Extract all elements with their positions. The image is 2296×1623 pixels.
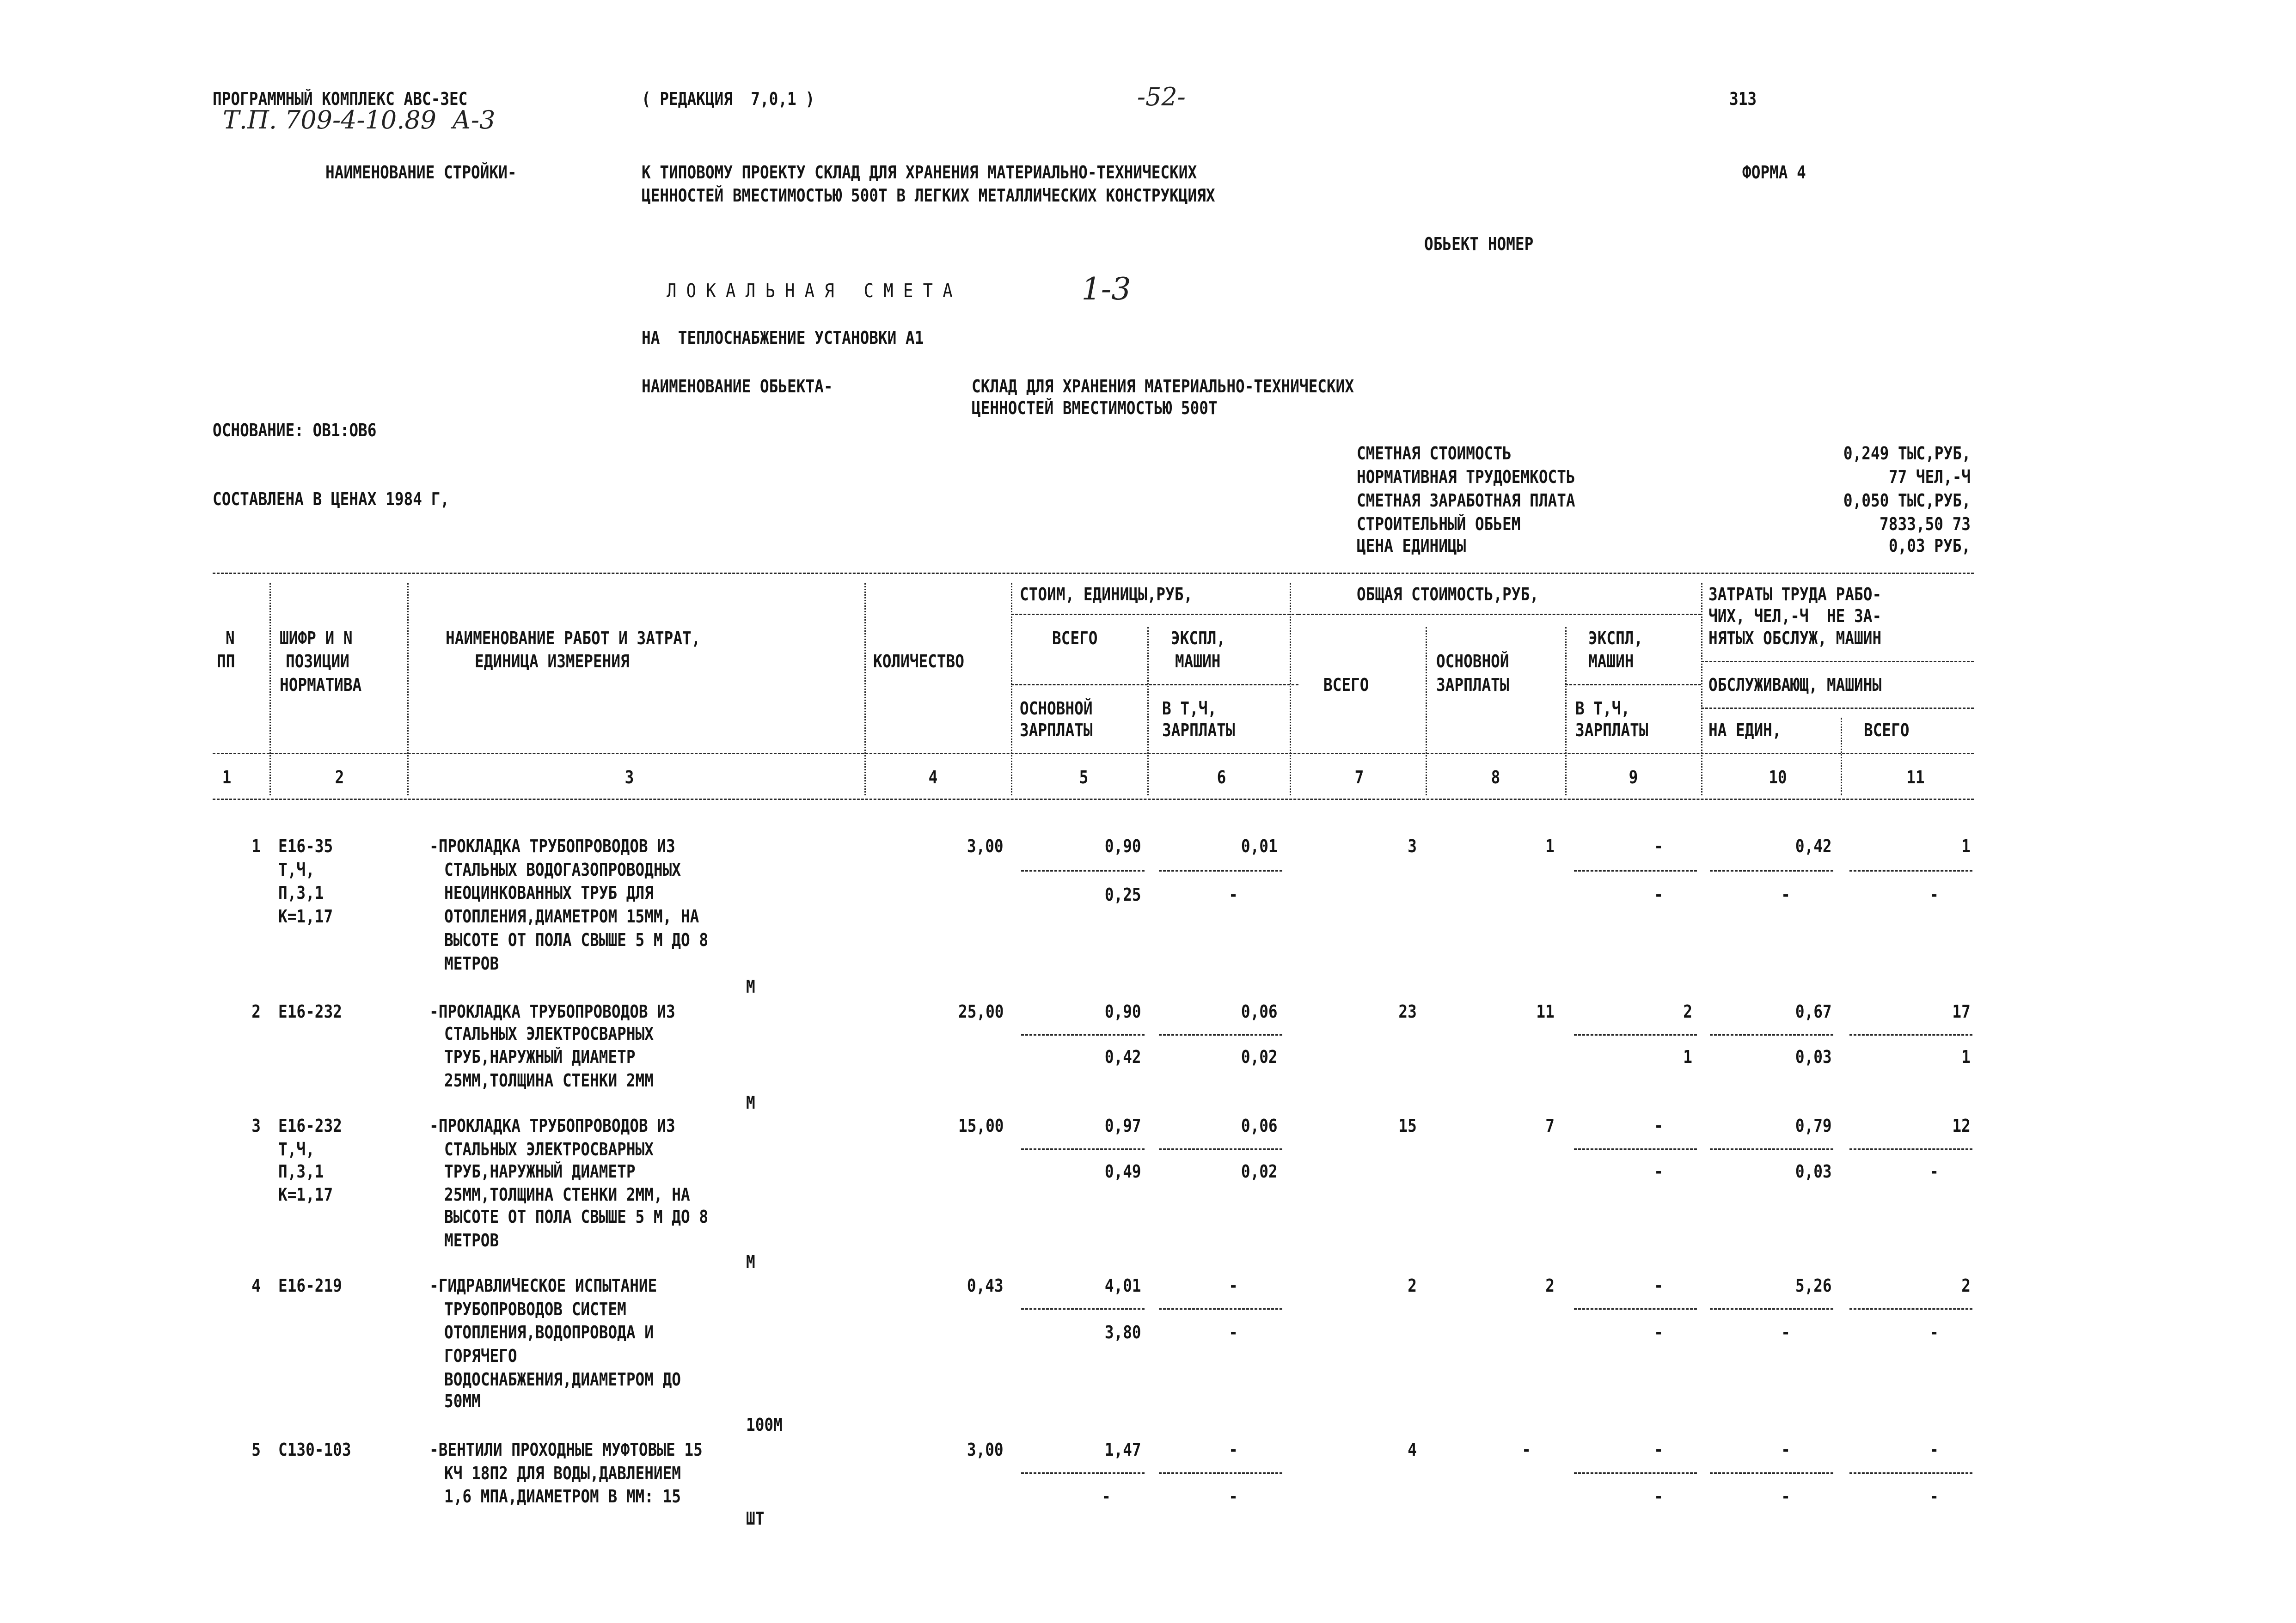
column-separator [864,583,866,796]
row-name: ВЫСОТЕ ОТ ПОЛА СВЫШЕ 5 М ДО 8 [444,929,708,950]
header-name: НАИМЕНОВАНИЕ РАБОТ И ЗАТРАТ, [445,628,701,648]
summary-value: 77 ЧЕЛ,-Ч [1889,467,1971,488]
header-labor: ЗАТРАТЫ ТРУДА РАБО- [1708,584,1882,604]
row-quantity: 3,00 [967,836,1004,856]
unit-mach: - [1229,1275,1238,1296]
header-total-wage: ОСНОВНОЙ [1436,651,1509,672]
column-number: 6 [1217,767,1226,787]
fraction-line [1159,1034,1282,1036]
column-number: 4 [928,767,937,787]
header-code: ШИФР И N [280,628,353,648]
fraction-line [1710,870,1833,872]
fraction-line [1574,1034,1697,1036]
rule [1565,684,1702,685]
row-code: П,3,1 [278,883,324,903]
column-number: 7 [1354,767,1364,787]
handwritten-estimate-number: 1-3 [1081,271,1131,307]
row-code: Е16-232 [278,1116,343,1136]
column-number: 8 [1491,767,1500,787]
row-unit: М [746,1092,755,1113]
labor-unit-serv: - [1781,1486,1791,1507]
labor-unit-serv: - [1781,1322,1791,1343]
column-number: 10 [1769,767,1787,787]
row-number: 3 [251,1116,261,1136]
rule [1298,614,1702,615]
header-labor: НЯТЫХ ОБСЛУЖ, МАШИН [1708,628,1882,648]
unit-total: 0,90 [1105,1001,1142,1022]
row-code: Е16-232 [278,1001,343,1022]
column-number: 9 [1629,767,1638,787]
fraction-line [1021,1308,1144,1310]
column-separator [1841,718,1842,795]
row-code: К=1,17 [278,906,333,927]
construction-line1: К ТИПОВОМУ ПРОЕКТУ СКЛАД ДЛЯ ХРАНЕНИЯ МАТЕРИАЛЬНО-ТЕХНИЧЕСКИХ [642,162,1197,183]
column-separator [407,583,409,796]
column-number: 2 [335,767,344,787]
header-labor-total: ВСЕГО [1864,720,1910,741]
total-cost: 15 [1398,1116,1417,1136]
row-quantity: 25,00 [958,1001,1004,1022]
row-code: Е16-35 [278,836,333,856]
rule [1701,708,1974,709]
summary-value: 0,050 ТЫС,РУБ, [1843,490,1971,511]
summary-value: 0,03 РУБ, [1889,536,1971,556]
unit-total: 0,97 [1105,1116,1142,1136]
header-n: N [226,628,235,648]
labor-unit: 5,26 [1795,1275,1832,1296]
column-separator [269,583,271,796]
unit-mach-wage: - [1229,884,1238,905]
unit-mach-wage: 0,02 [1241,1047,1278,1068]
summary-label: СМЕТНАЯ СТОИМОСТЬ [1357,443,1512,464]
column-number: 11 [1906,767,1925,787]
header-unit-cost: СТОИМ, ЕДИНИЦЫ,РУБ, [1020,584,1193,604]
fraction-line [1710,1034,1833,1036]
column-number: 5 [1079,767,1089,787]
summary-value: 0,249 ТЫС,РУБ, [1843,443,1971,464]
labor-unit-serv: 0,03 [1795,1047,1832,1068]
row-name: ТРУБ,НАРУЖНЫЙ ДИАМЕТР [444,1161,636,1182]
fraction-line [1159,1308,1282,1310]
row-name: ТРУБОПРОВОДОВ СИСТЕМ [444,1299,626,1319]
fraction-line [1574,1308,1697,1310]
page-number: 313 [1729,89,1757,110]
header-labor-serv: ОБСЛУЖИВАЮЩ, МАШИНЫ [1708,675,1882,696]
header-unit-wage: ЗАРПЛАТЫ [1020,720,1093,741]
fraction-line [1574,1472,1697,1474]
fraction-line [1710,1148,1833,1150]
fraction-line [1159,1472,1282,1474]
unit-mach-wage: - [1229,1322,1238,1343]
total-mach: 2 [1683,1001,1692,1022]
row-name: МЕТРОВ [444,1230,499,1251]
rule [1011,614,1298,615]
unit-wage: 3,80 [1105,1322,1142,1343]
labor-unit: 0,67 [1795,1001,1832,1022]
row-unit: М [746,976,755,997]
column-number: 3 [625,767,634,787]
row-number: 4 [251,1275,261,1296]
header-n: ПП [217,651,235,672]
labor-total-serv: - [1929,1486,1939,1507]
row-unit: ШТ [746,1508,764,1529]
header-total-incl: В Т,Ч, [1575,698,1630,719]
row-name: СТАЛЬНЫХ ЭЛЕКТРОСВАРНЫХ [444,1139,654,1160]
labor-unit: 0,79 [1795,1116,1832,1136]
row-code: С130-103 [278,1439,351,1460]
unit-mach-wage: 0,02 [1241,1161,1278,1182]
header-unit-total: ВСЕГО [1052,628,1098,648]
total-mach: - [1653,1439,1663,1460]
labor-total-serv: - [1929,1161,1939,1182]
fraction-line [1710,1472,1833,1474]
table-top-rule [213,573,1974,574]
summary-label: ЦЕНА ЕДИНИЦЫ [1357,536,1466,556]
object-line1: СКЛАД ДЛЯ ХРАНЕНИЯ МАТЕРИАЛЬНО-ТЕХНИЧЕСКИХ [971,376,1354,397]
total-wage: 2 [1545,1275,1555,1296]
header-labor: ЧИХ, ЧЕЛ,-Ч НЕ ЗА- [1708,606,1882,627]
row-name: ВОДОСНАБЖЕНИЯ,ДИАМЕТРОМ ДО [444,1369,681,1390]
estimate-title: Л О К А Л Ь Н А Я С М Е Т А [667,280,953,302]
row-name: НЕОЦИНКОВАННЫХ ТРУБ ДЛЯ [444,883,654,903]
row-name: ОТОПЛЕНИЯ,ВОДОПРОВОДА И [444,1322,654,1343]
header-unit-incl: ЗАРПЛАТЫ [1162,720,1235,741]
row-name: 25ММ,ТОЛЩИНА СТЕНКИ 2ММ, НА [444,1184,690,1205]
summary-label: СМЕТНАЯ ЗАРАБОТНАЯ ПЛАТА [1357,490,1576,511]
row-unit: М [746,1252,755,1273]
estimate-subject: НА ТЕПЛОСНАБЖЕНИЕ УСТАНОВКИ А1 [642,327,924,348]
summary-label: НОРМАТИВНАЯ ТРУДОЕМКОСТЬ [1357,467,1576,488]
total-mach-wage: - [1653,884,1663,905]
header-total-wage: ЗАРПЛАТЫ [1436,675,1509,696]
row-number: 1 [251,836,261,856]
row-number: 2 [251,1001,261,1022]
labor-total: 2 [1961,1275,1971,1296]
total-wage: - [1522,1439,1531,1460]
labor-total-serv: - [1929,1322,1939,1343]
column-separator [1011,583,1012,796]
column-separator [1701,583,1702,796]
unit-mach: 0,06 [1241,1001,1278,1022]
total-mach: - [1653,836,1663,856]
header-total-mach: МАШИН [1588,651,1634,672]
rule [1701,661,1974,662]
column-separator [1290,583,1291,796]
fraction-line [1021,870,1144,872]
row-quantity: 3,00 [967,1439,1004,1460]
handwritten-project-code: Т.П. 709-4-10.89 А-3 [222,105,496,135]
header-bottom-rule [213,753,1974,754]
labor-total: - [1929,1439,1939,1460]
row-code: Т,Ч, [278,859,315,880]
column-number: 1 [222,767,231,787]
header-total-incl: ЗАРПЛАТЫ [1575,720,1648,741]
labor-unit-serv: - [1781,884,1791,905]
labor-unit-serv: 0,03 [1795,1161,1832,1182]
unit-total: 0,90 [1105,836,1142,856]
total-cost: 3 [1408,836,1417,856]
total-mach: - [1653,1116,1663,1136]
price-level: СОСТАВЛЕНА В ЦЕНАХ 1984 Г, [212,488,449,509]
total-wage: 7 [1545,1116,1555,1136]
row-code: К=1,17 [278,1184,333,1205]
form-label: ФОРМА 4 [1742,162,1806,183]
unit-wage: - [1101,1486,1111,1507]
unit-mach: 0,06 [1241,1116,1278,1136]
row-code: Е16-219 [278,1275,343,1296]
header-code: ПОЗИЦИИ [286,651,349,672]
unit-mach: 0,01 [1241,836,1278,856]
summary-value: 7833,50 73 [1880,513,1971,534]
row-name: 1,6 МПА,ДИАМЕТРОМ В ММ: 15 [444,1486,681,1507]
labor-total-serv: - [1929,884,1939,905]
object-label: НАИМЕНОВАНИЕ ОБЬЕКТА- [642,376,833,397]
row-name: -ПРОКЛАДКА ТРУБОПРОВОДОВ ИЗ [429,1001,675,1022]
fraction-line [1159,870,1282,872]
labor-total: 1 [1961,836,1971,856]
fraction-line [1021,1034,1144,1036]
header-unit-mach: ЭКСПЛ, [1170,628,1225,648]
total-wage: 11 [1536,1001,1555,1022]
row-name: ТРУБ,НАРУЖНЫЙ ДИАМЕТР [444,1047,636,1068]
header-unit-wage: ОСНОВНОЙ [1020,698,1093,719]
row-code: П,3,1 [278,1161,324,1182]
fraction-line [1159,1148,1282,1150]
colnum-bottom-rule [213,799,1974,800]
fraction-line [1849,1472,1972,1474]
handwritten-page-mark: -52- [1137,82,1186,111]
fraction-line [1849,1148,1972,1150]
fraction-line [1021,1148,1144,1150]
header-unit-mach: МАШИН [1175,651,1221,672]
fraction-line [1574,1148,1697,1150]
total-mach-wage: - [1653,1161,1663,1182]
row-name: -ВЕНТИЛИ ПРОХОДНЫЕ МУФТОВЫЕ 15 [429,1439,703,1460]
summary-label: СТРОИТЕЛЬНЫЙ ОБЬЕМ [1357,513,1521,534]
row-name: ОТОПЛЕНИЯ,ДИАМЕТРОМ 15ММ, НА [444,906,699,927]
header-total-mach: ЭКСПЛ, [1588,628,1643,648]
unit-wage: 0,25 [1105,884,1142,905]
total-wage: 1 [1545,836,1555,856]
row-quantity: 0,43 [967,1275,1004,1296]
header-code: НОРМАТИВА [280,675,362,696]
fraction-line [1849,1308,1972,1310]
object-number-label: ОБЬЕКТ НОМЕР [1424,234,1534,255]
total-mach-wage: 1 [1683,1047,1692,1068]
basis: ОСНОВАНИЕ: ОВ1:ОВ6 [212,420,377,440]
row-name: СТАЛЬНЫХ ЭЛЕКТРОСВАРНЫХ [444,1023,654,1044]
object-line2: ЦЕННОСТЕЙ ВМЕСТИМОСТЬЮ 500Т [971,398,1218,419]
total-mach-wage: - [1653,1322,1663,1343]
fraction-line [1574,870,1697,872]
row-name: ГОРЯЧЕГО [444,1346,517,1367]
header-unit-incl: В Т,Ч, [1162,698,1217,719]
unit-mach: - [1229,1439,1238,1460]
row-name: МЕТРОВ [444,953,499,974]
row-quantity: 15,00 [958,1116,1004,1136]
labor-unit: 0,42 [1795,836,1832,856]
fraction-line [1849,1034,1972,1036]
total-mach-wage: - [1653,1486,1663,1507]
unit-total: 4,01 [1105,1275,1142,1296]
total-cost: 4 [1408,1439,1417,1460]
construction-line2: ЦЕННОСТЕЙ ВМЕСТИМОСТЬЮ 500Т В ЛЕГКИХ МЕТАЛЛИЧЕСКИХ КОНСТРУКЦИЯХ [642,185,1216,206]
row-name: -ГИДРАВЛИЧЕСКОЕ ИСПЫТАНИЕ [429,1275,657,1296]
row-name: СТАЛЬНЫХ ВОДОГАЗОПРОВОДНЫХ [444,859,681,880]
row-name: -ПРОКЛАДКА ТРУБОПРОВОДОВ ИЗ [429,1116,675,1136]
labor-unit: - [1781,1439,1791,1460]
total-cost: 23 [1398,1001,1417,1022]
row-name: КЧ 18П2 ДЛЯ ВОДЫ,ДАВЛЕНИЕМ [444,1463,681,1483]
row-name: 50ММ [444,1391,481,1412]
row-unit: 100М [746,1415,783,1435]
row-name: ВЫСОТЕ ОТ ПОЛА СВЫШЕ 5 М ДО 8 [444,1206,708,1227]
row-code: Т,Ч, [278,1139,315,1160]
labor-total: 17 [1952,1001,1971,1022]
column-separator [1147,627,1149,796]
row-number: 5 [251,1439,261,1460]
header-name: ЕДИНИЦА ИЗМЕРЕНИЯ [475,651,630,672]
labor-total-serv: 1 [1961,1047,1971,1068]
labor-total: 12 [1952,1116,1971,1136]
rule [1011,684,1298,685]
construction-label: НАИМЕНОВАНИЕ СТРОЙКИ- [325,162,517,183]
row-name: 25ММ,ТОЛЩИНА СТЕНКИ 2ММ [444,1070,654,1091]
header-quantity: КОЛИЧЕСТВО [873,651,965,672]
program-name: ПРОГРАММНЫЙ КОМПЛЕКС АВС-3ЕС [212,89,467,110]
header-total-cost: ОБЩАЯ СТОИМОСТЬ,РУБ, [1357,584,1539,604]
header-total-all: ВСЕГО [1323,675,1369,696]
unit-wage: 0,42 [1105,1047,1142,1068]
column-separator [1426,627,1427,796]
header-labor-unit: НА ЕДИН, [1708,720,1782,741]
edition: ( РЕДАКЦИЯ 7,0,1 ) [642,89,815,110]
fraction-line [1849,870,1972,872]
unit-wage: 0,49 [1105,1161,1142,1182]
fraction-line [1021,1472,1144,1474]
total-mach: - [1653,1275,1663,1296]
total-cost: 2 [1408,1275,1417,1296]
unit-mach-wage: - [1229,1486,1238,1507]
row-name: -ПРОКЛАДКА ТРУБОПРОВОДОВ ИЗ [429,836,675,856]
unit-total: 1,47 [1105,1439,1142,1460]
column-separator [1565,627,1567,796]
fraction-line [1710,1308,1833,1310]
